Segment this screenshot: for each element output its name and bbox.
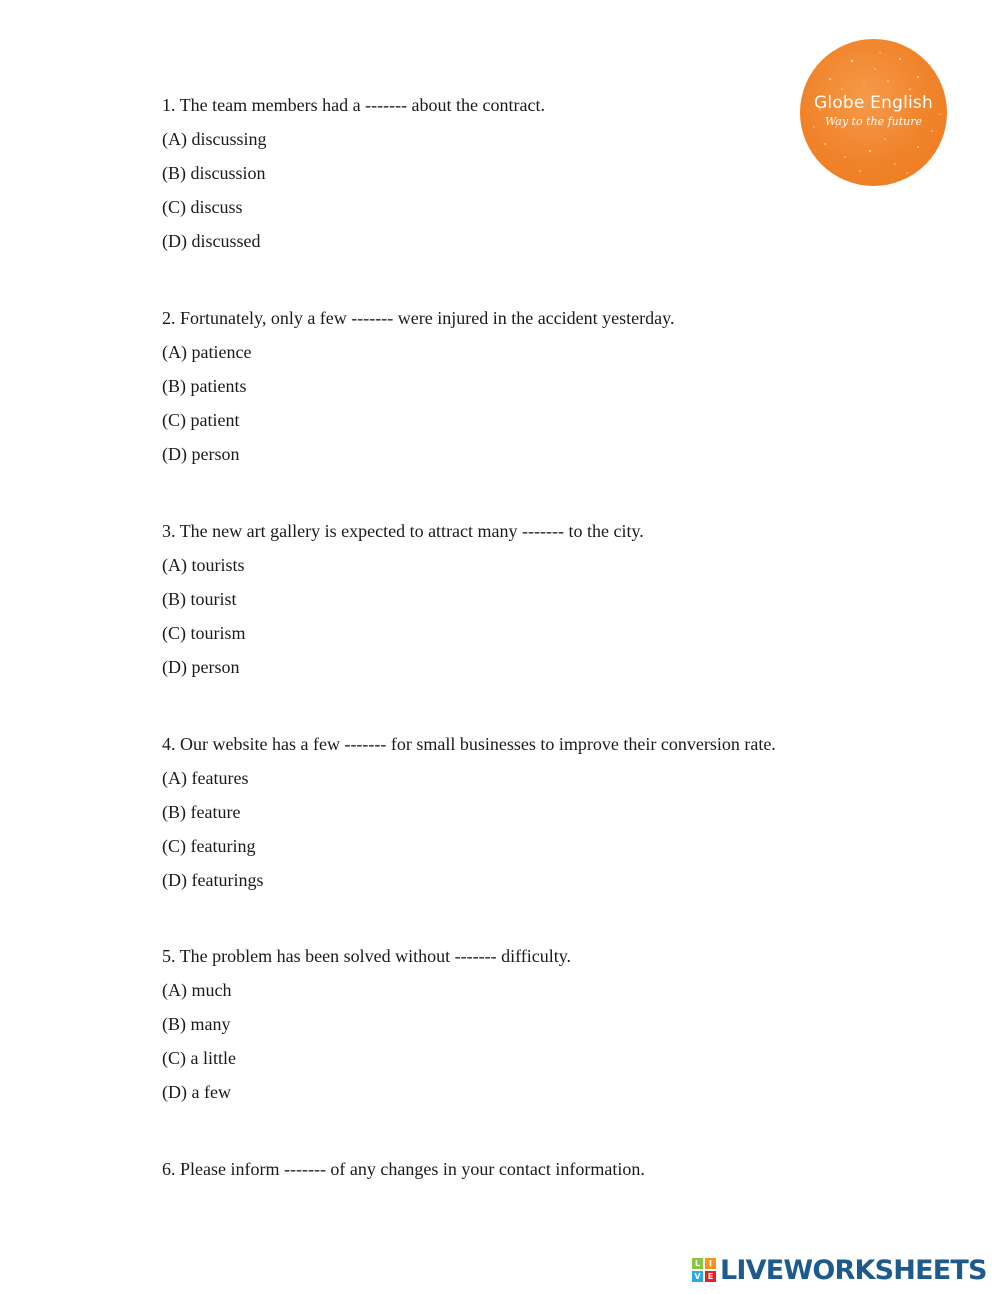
question-3-option-d[interactable]: (D) person: [162, 657, 240, 677]
question-1-option-c[interactable]: (C) discuss: [162, 197, 243, 217]
question-3-option-a[interactable]: (A) tourists: [162, 555, 245, 575]
question-4-option-c[interactable]: (C) featuring: [162, 836, 256, 856]
question-4-option-b[interactable]: (B) feature: [162, 802, 241, 822]
question-1-option-a[interactable]: (A) discussing: [162, 129, 267, 149]
question-5-option-c[interactable]: (C) a little: [162, 1048, 236, 1068]
question-3-option-c[interactable]: (C) tourism: [162, 623, 246, 643]
logo-title: Globe English: [814, 93, 933, 113]
question-1-option-b[interactable]: (B) discussion: [162, 163, 266, 183]
question-6-stem: 6. Please inform ------- of any changes in your contact information.: [162, 1159, 645, 1179]
question-5-option-a[interactable]: (A) much: [162, 980, 232, 1000]
globe-english-logo: [800, 39, 947, 186]
live-block-e: E: [705, 1271, 716, 1282]
question-4-option-d[interactable]: (D) featurings: [162, 870, 264, 890]
question-5-stem: 5. The problem has been solved without ------- difficulty.: [162, 946, 572, 966]
liveworksheets-wordmark: LIVEWORKSHEETS: [720, 1254, 987, 1286]
question-5-option-b[interactable]: (B) many: [162, 1014, 231, 1034]
live-blocks-icon: [692, 1258, 716, 1282]
question-3-stem: 3. The new art gallery is expected to attract many ------- to the city.: [162, 521, 644, 541]
question-4-stem: 4. Our website has a few ------- for small businesses to improve their conversion rate.: [162, 734, 776, 754]
live-block-v: V: [692, 1271, 703, 1282]
question-1-stem: 1. The team members had a ------- about the contract.: [162, 95, 546, 115]
liveworksheets-brand[interactable]: [692, 1253, 987, 1287]
question-4-option-a[interactable]: (A) features: [162, 768, 249, 788]
question-2-option-c[interactable]: (C) patient: [162, 410, 240, 430]
question-1-option-d[interactable]: (D) discussed: [162, 231, 261, 251]
question-2-stem: 2. Fortunately, only a few ------- were injured in the accident yesterday.: [162, 308, 675, 328]
live-block-l: L: [692, 1258, 703, 1269]
question-2-option-d[interactable]: (D) person: [162, 444, 240, 464]
question-2-option-b[interactable]: (B) patients: [162, 376, 247, 396]
question-5-option-d[interactable]: (D) a few: [162, 1082, 231, 1102]
question-3-option-b[interactable]: (B) tourist: [162, 589, 237, 609]
question-2-option-a[interactable]: (A) patience: [162, 342, 252, 362]
live-block-i: I: [705, 1258, 716, 1269]
logo-tagline: Way to the future: [824, 115, 923, 128]
